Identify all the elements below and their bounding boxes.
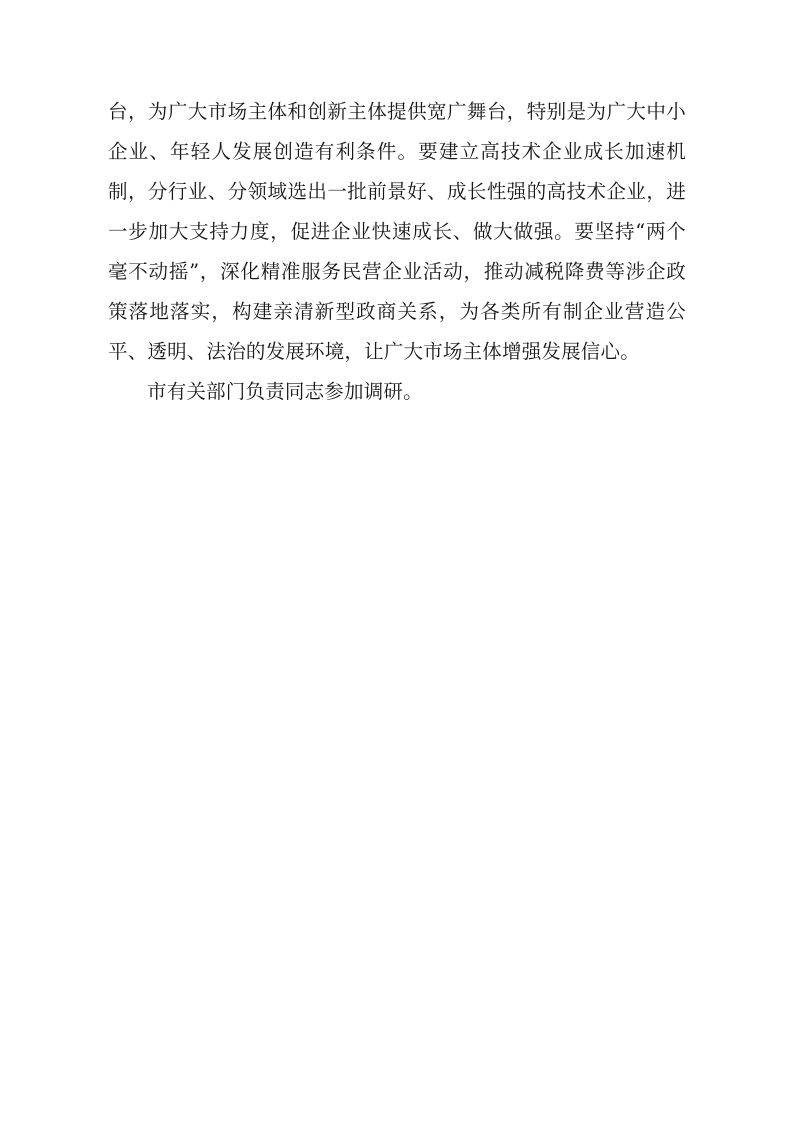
body-paragraph-2: 市有关部门负责同志参加调研。 xyxy=(147,380,423,403)
document-body xyxy=(108,92,686,412)
body-paragraph-1: 台，为广大市场主体和创新主体提供宽广舞台，特别是为广大中小企业、年轻人发展创造有利条件。要建立高技术企业成长加速机制，分行业、分领域选出一批前景好、成长性强的高技术企业，进一步加大支持力度，促进企业快速成长、做大做强。要坚持“两个毫不动摇”，深化精准服务民营企业活动，推动减税降费等涉企政策落地落实，构建亲清新型政商关系，为各类所有制企业营造公平、透明、法治的发展环境，让广大市场主体增强发展信心。 xyxy=(108,100,686,363)
